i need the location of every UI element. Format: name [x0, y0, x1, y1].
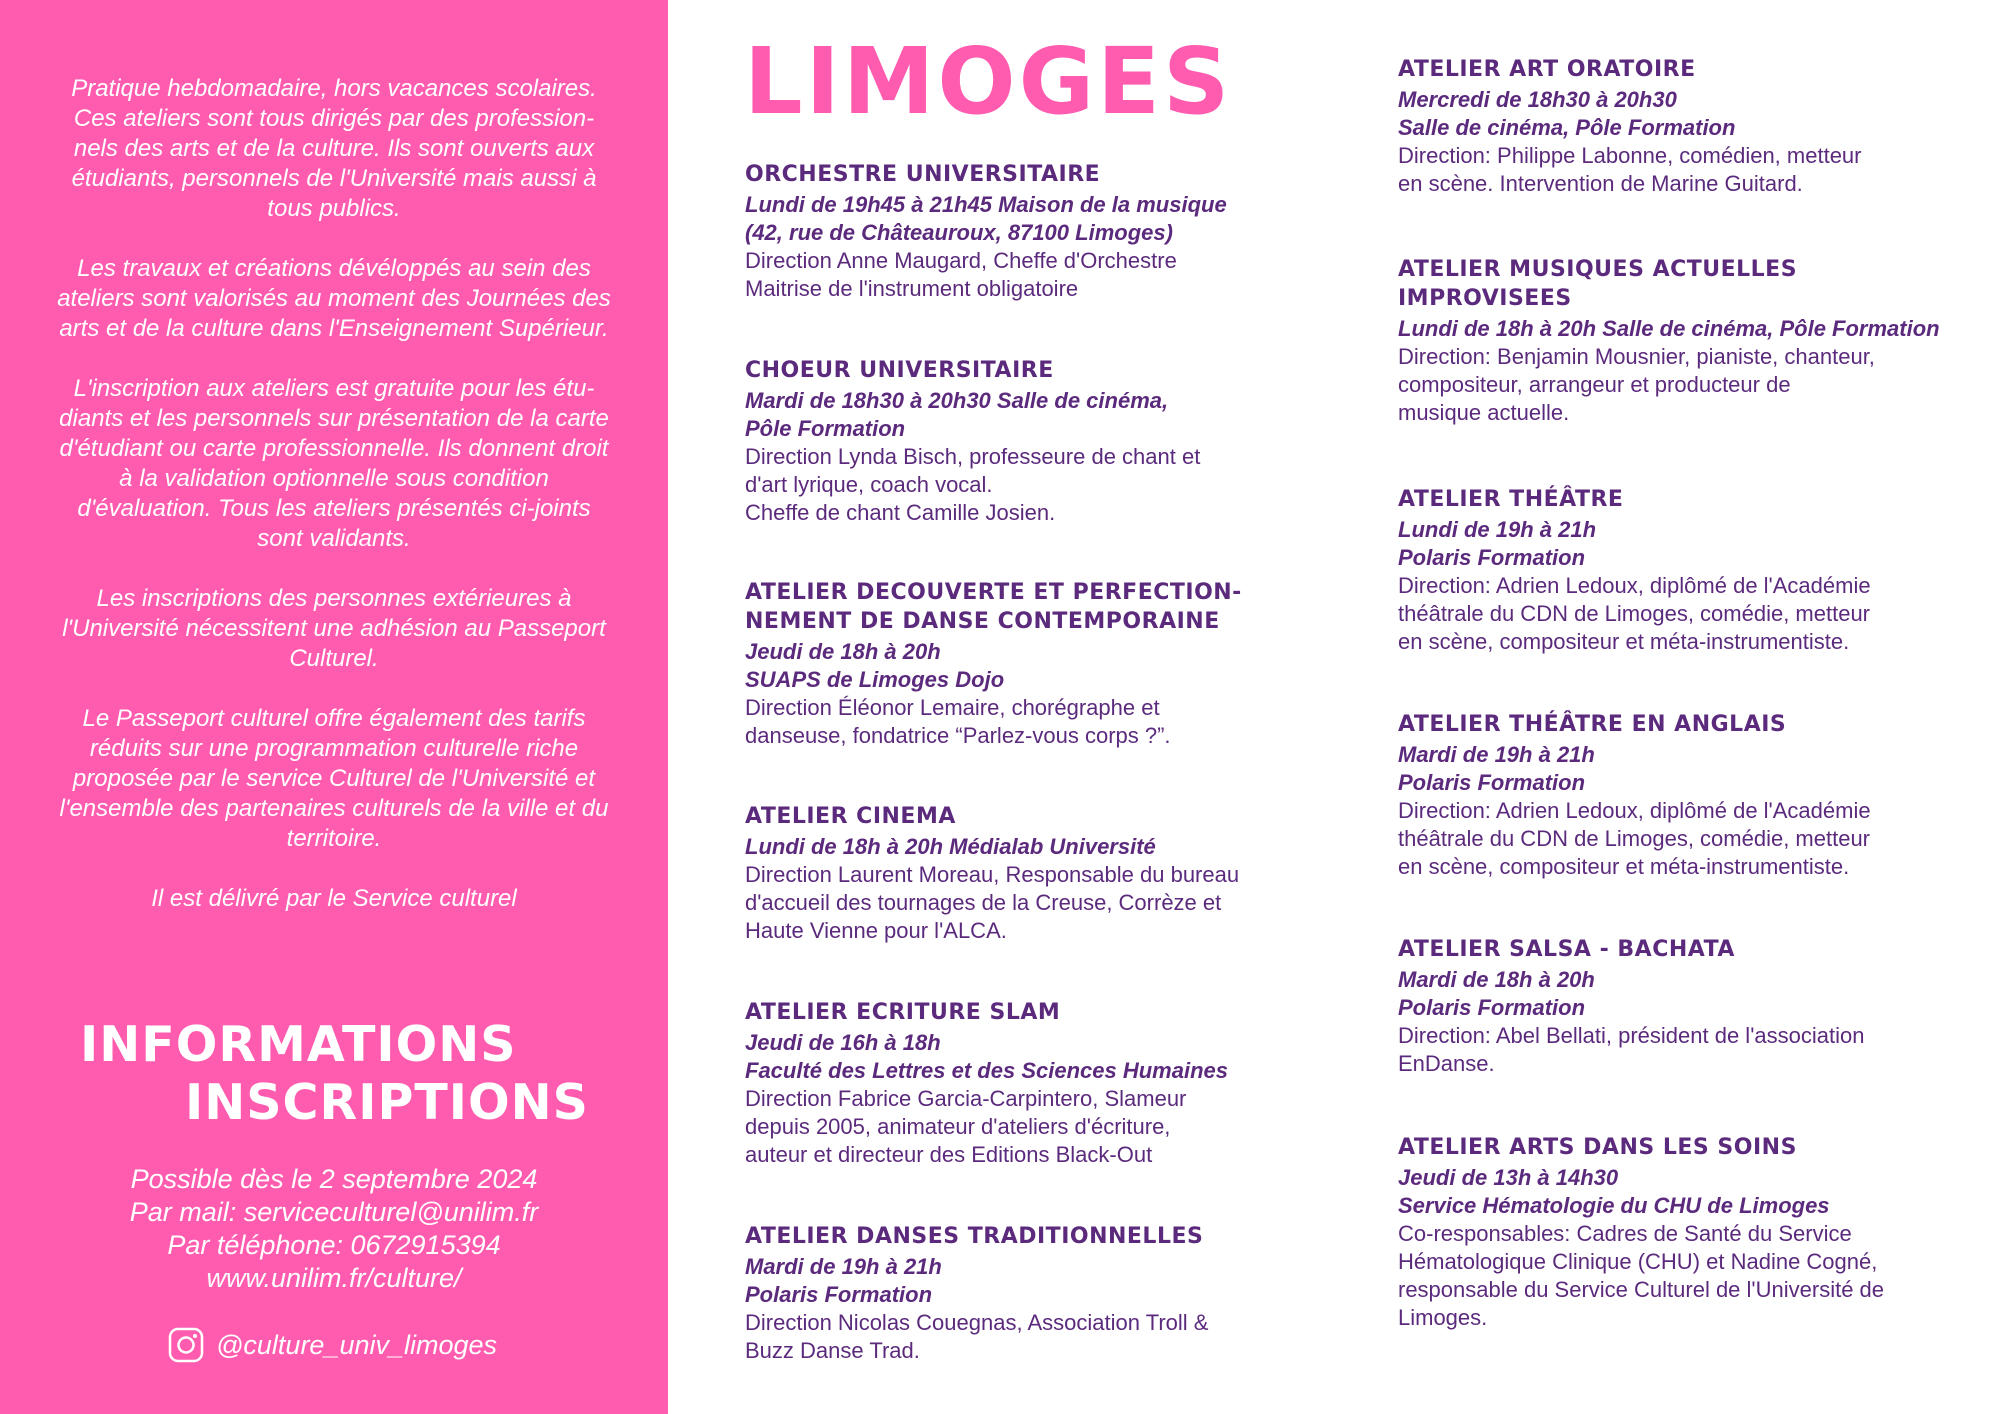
workshop-schedule: Lundi de 18h à 20h Salle de cinéma, Pôle Formation	[1398, 316, 1940, 341]
workshop-cinema	[745, 802, 1239, 945]
workshop-arts-soins	[1398, 1133, 1884, 1332]
workshop-schedule: Lundi de 19h45 à 21h45 Maison de la musique (42, rue de Châteauroux, 87100 Limoges)	[745, 192, 1227, 245]
left-info-panel	[0, 0, 668, 1414]
info-title-line-1: INFORMATIONS	[80, 1016, 517, 1073]
city-title: LIMOGES	[744, 28, 1233, 135]
workshop-art-oratoire	[1398, 55, 1862, 198]
workshop-description: Direction: Abel Bellati, président de l'association EnDanse.	[1398, 1023, 1865, 1076]
workshop-title: ORCHESTRE UNIVERSITAIRE	[745, 162, 1101, 187]
workshop-theatre-anglais	[1398, 710, 1871, 881]
instagram-icon	[168, 1327, 204, 1363]
workshop-schedule: Jeudi de 18h à 20h SUAPS de Limoges Dojo	[745, 639, 1005, 692]
intro-text	[26, 74, 642, 944]
workshop-schedule: Jeudi de 16h à 18h Faculté des Lettres et des Sciences Humaines	[745, 1030, 1228, 1083]
intro-paragraph-2: Les travaux et créations dévéloppés au sein des ateliers sont valorisés au moment des Journées des arts et de la culture dans l'Enseignement Supérieur.	[57, 255, 611, 342]
workshop-description: Co-responsables: Cadres de Santé du Service Hématologique Clinique (CHU) et Nadine Cogné, responsable du Service Culturel de l'Université de Limoges.	[1398, 1221, 1885, 1330]
workshop-description: Direction Nicolas Couegnas, Association Troll & Buzz Danse Trad.	[745, 1310, 1209, 1363]
workshop-description: Direction Éléonor Lemaire, chorégraphe et danseuse, fondatrice “Parlez-vous corps ?”.	[745, 695, 1171, 748]
workshop-title: ATELIER ARTS DANS LES SOINS	[1398, 1135, 1797, 1160]
instagram-handle[interactable]	[168, 1327, 497, 1363]
contact-phone[interactable]: Par téléphone: 0672915394	[167, 1230, 501, 1260]
workshop-title: ATELIER DANSES TRADITIONNELLES	[745, 1224, 1204, 1249]
workshop-orchestre	[745, 160, 1227, 303]
workshop-description: Direction Fabrice Garcia-Carpintero, Slameur depuis 2005, animateur d'ateliers d'écriture, auteur et directeur des Editions Black-Out	[745, 1086, 1187, 1167]
workshop-slam	[745, 998, 1228, 1169]
workshop-description: Direction Anne Maugard, Cheffe d'Orchestre Maitrise de l'instrument obligatoire	[745, 248, 1177, 301]
workshop-schedule: Jeudi de 13h à 14h30 Service Hématologie du CHU de Limoges	[1398, 1165, 1830, 1218]
workshop-description: Direction: Benjamin Mousnier, pianiste, chanteur, compositeur, arrangeur et producteur de musique actuelle.	[1398, 344, 1875, 425]
workshop-title: ATELIER DECOUVERTE ET PERFECTION- NEMENT DE DANSE CONTEMPORAINE	[745, 580, 1242, 634]
intro-paragraph-5: Le Passeport culturel offre également des tarifs réduits sur une programmation culturelle riche proposée par le service Culturel de l'Université et l'ensemble des partenaires culturels de la ville et du territoire.	[59, 705, 609, 852]
intro-paragraph-4: Les inscriptions des personnes extérieures à l'Université nécessitent une adhésion au Passeport Culturel.	[62, 585, 606, 672]
workshop-title: ATELIER ECRITURE SLAM	[745, 1000, 1061, 1025]
workshop-danses-traditionnelles	[745, 1222, 1208, 1365]
workshop-choeur	[745, 356, 1200, 527]
workshop-schedule: Mercredi de 18h30 à 20h30 Salle de cinéma, Pôle Formation	[1398, 87, 1736, 140]
workshop-description: Direction Lynda Bisch, professeure de chant et d'art lyrique, coach vocal. Cheffe de chant Camille Josien.	[745, 444, 1201, 525]
workshop-title: CHOEUR UNIVERSITAIRE	[745, 358, 1054, 383]
workshop-schedule: Lundi de 19h à 21h Polaris Formation	[1398, 517, 1597, 570]
workshop-title: ATELIER SALSA - BACHATA	[1398, 937, 1735, 962]
workshop-title: ATELIER THÉÂTRE EN ANGLAIS	[1398, 712, 1787, 737]
workshop-title: ATELIER MUSIQUES ACTUELLES IMPROVISEES	[1398, 257, 1798, 311]
workshop-salsa-bachata	[1398, 935, 1864, 1078]
workshop-title: ATELIER THÉÂTRE	[1398, 487, 1624, 512]
workshop-schedule: Mardi de 18h à 20h Polaris Formation	[1398, 967, 1595, 1020]
workshop-title: ATELIER ART ORATOIRE	[1398, 57, 1696, 82]
intro-paragraph-3: L'inscription aux ateliers est gratuite pour les étu- diants et les personnels sur présentation de la carte d'étudiant ou carte professionnelle. Ils donnent droit à la validation optionnelle sous condition d'évaluation. Tous les ateliers présentés ci-joints sont validants.	[59, 375, 609, 552]
intro-paragraph-1: Pratique hebdomadaire, hors vacances scolaires. Ces ateliers sont tous dirigés par des profession- nels des arts et de la culture. Ils sont ouverts aux étudiants, personnels de l'Université mais aussi à tous publics.	[71, 75, 597, 222]
workshop-schedule: Mardi de 18h30 à 20h30 Salle de cinéma, Pôle Formation	[745, 388, 1169, 441]
contact-email[interactable]: Par mail: serviceculturel@unilim.fr	[129, 1197, 539, 1227]
registration-date: Possible dès le 2 septembre 2024	[130, 1164, 538, 1194]
workshop-musiques-actuelles	[1398, 255, 1940, 427]
workshop-schedule: Mardi de 19h à 21h Polaris Formation	[1398, 742, 1595, 795]
info-registration-heading	[80, 1016, 589, 1132]
info-title-line-2: INSCRIPTIONS	[185, 1074, 589, 1131]
workshop-danse-contemporaine	[745, 578, 1242, 750]
intro-paragraph-6: Il est délivré par le Service culturel	[151, 885, 517, 912]
website-link[interactable]: www.unilim.fr/culture/	[206, 1263, 462, 1293]
workshop-description: Direction Laurent Moreau, Responsable du bureau d'accueil des tournages de la Creuse, Corrèze et Haute Vienne pour l'ALCA.	[745, 862, 1240, 943]
workshop-schedule: Lundi de 18h à 20h Médialab Université	[745, 834, 1156, 859]
workshop-description: Direction: Adrien Ledoux, diplômé de l'Académie théâtrale du CDN de Limoges, comédie, metteur en scène, compositeur et méta-instrumentiste.	[1398, 573, 1871, 654]
workshop-description: Direction: Philippe Labonne, comédien, metteur en scène. Intervention de Marine Guitard.	[1398, 143, 1862, 196]
workshop-description: Direction: Adrien Ledoux, diplômé de l'Académie théâtrale du CDN de Limoges, comédie, metteur en scène, compositeur et méta-instrumentiste.	[1398, 798, 1871, 879]
workshop-theatre	[1398, 485, 1871, 656]
workshop-schedule: Mardi de 19h à 21h Polaris Formation	[745, 1254, 942, 1307]
instagram-handle-text: @culture_univ_limoges	[216, 1329, 498, 1360]
contact-block	[0, 1163, 668, 1295]
workshop-title: ATELIER CINEMA	[745, 804, 956, 829]
